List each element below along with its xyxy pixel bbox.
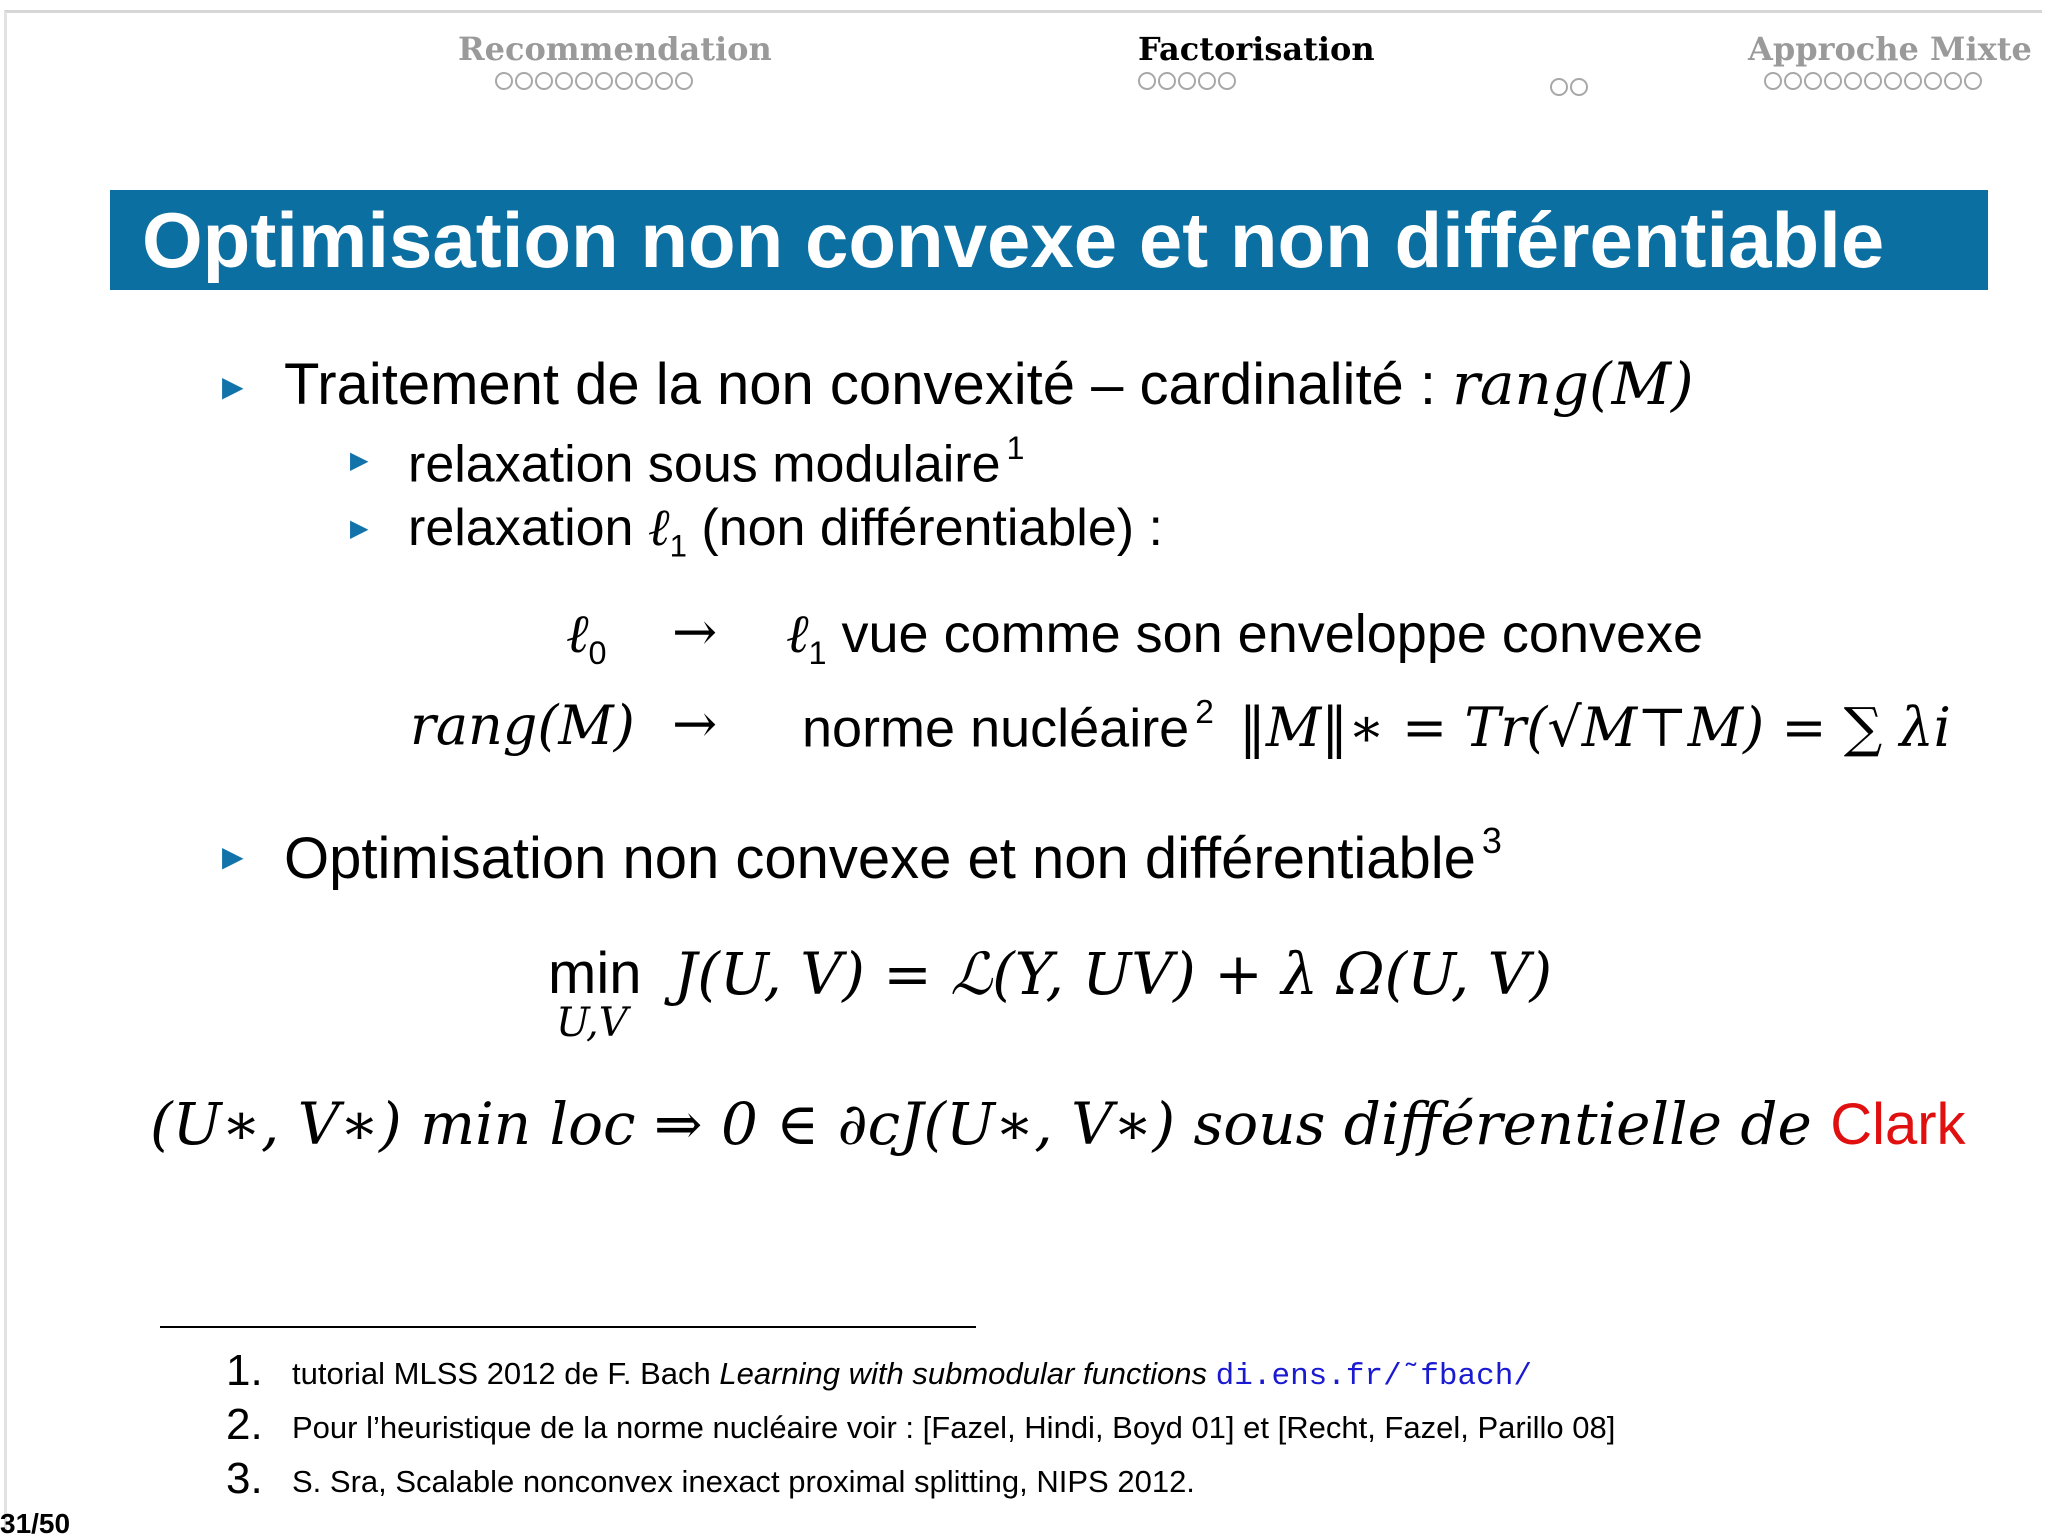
sub-bullet-triangle-icon: ▶ [350, 515, 369, 542]
equation-rang-lhs: rang(M) [410, 694, 635, 757]
footnote-2: Pour l’heuristique de la norme nucléaire voir : [Fazel, Hindi, Boyd 01] et [Recht, Fazel, Parillo 08] [292, 1410, 1616, 1445]
nav-dot[interactable] [1804, 72, 1822, 90]
nav-dot[interactable] [1924, 72, 1942, 90]
sub-bullet-text: relaxation sous modulaire [408, 435, 1001, 494]
ell-symbol: ℓ [566, 602, 589, 665]
nav-dot[interactable] [1178, 72, 1196, 90]
nav-dot[interactable] [1904, 72, 1922, 90]
nav-dot[interactable] [595, 72, 613, 90]
footnote-text: tutorial MLSS 2012 de F. Bach [292, 1356, 720, 1391]
nav-dot[interactable] [1884, 72, 1902, 90]
ell-subscript: 0 [588, 634, 607, 671]
nav-dot[interactable] [1844, 72, 1862, 90]
clark-line [150, 1090, 1966, 1158]
sub-bullet-relaxation-sous-modulaire [408, 430, 1024, 495]
footnote-1 [292, 1356, 1532, 1394]
nav-section-unnamed[interactable] [1546, 74, 1592, 96]
nav-dot[interactable] [635, 72, 653, 90]
objective-formula: J(U, V) = ℒ(Y, UV) + λ Ω(U, V) [674, 940, 1553, 1008]
nav-dot[interactable] [515, 72, 533, 90]
footnote-ref[interactable]: 1 [1006, 430, 1025, 466]
slide-title: Optimisation non convexe et non différentiable [142, 196, 1885, 284]
footnote-link[interactable]: di.ens.fr/˜fbach/ [1215, 1359, 1532, 1394]
nuclear-norm-formula: ‖M‖∗ = Tr(√M⊤M) = ∑ λi [1238, 696, 1951, 760]
bullet-traitement [284, 350, 1694, 418]
footnote-ref[interactable]: 2 [1195, 694, 1214, 731]
nav-dot[interactable] [675, 72, 693, 90]
nav-dot[interactable] [1138, 72, 1156, 90]
clark-formula: (U∗, V∗) min loc ⇒ 0 ∈ ∂cJ(U∗, V∗) sous différentielle de [150, 1090, 1831, 1158]
arrow-icon: → [672, 600, 718, 663]
nav-dot[interactable] [1158, 72, 1176, 90]
bullet-triangle-icon: ▶ [222, 371, 244, 402]
footnote-number: 1. [226, 1346, 263, 1395]
footnote-title: Learning with submodular functions [719, 1356, 1208, 1391]
ell-symbol: ℓ [647, 498, 670, 558]
footnote-divider [160, 1326, 976, 1328]
footnote-number: 2. [226, 1400, 263, 1449]
equation-l0-rhs [786, 602, 1703, 672]
nav-dot[interactable] [1964, 72, 1982, 90]
nav-dot[interactable] [615, 72, 633, 90]
nav-dot[interactable] [1944, 72, 1962, 90]
nav-dot[interactable] [495, 72, 513, 90]
bullet-optimisation [284, 820, 1502, 892]
nav-section-approche-mixte[interactable] [1748, 30, 2032, 90]
nav-label: Factorisation [1138, 30, 1375, 68]
ell-subscript: 1 [669, 528, 687, 564]
slide-title-bar [110, 190, 1988, 290]
nav-dot[interactable] [1864, 72, 1882, 90]
sub-bullet-triangle-icon: ▶ [350, 447, 369, 474]
nav-dot[interactable] [1764, 72, 1782, 90]
footnote-ref[interactable]: 3 [1481, 820, 1502, 861]
nav-dot[interactable] [535, 72, 553, 90]
equation-l0-lhs [566, 602, 607, 672]
arrow-icon: → [672, 692, 718, 755]
sub-bullet-text-end: (non différentiable) : [686, 499, 1163, 557]
nav-dot[interactable] [1218, 72, 1236, 90]
min-subscript: U,V [556, 1000, 628, 1046]
clark-highlight: Clark [1830, 1092, 1966, 1157]
page-number: 31/50 [0, 1508, 71, 1539]
footnote-3: S. Sra, Scalable nonconvex inexact proximal splitting, NIPS 2012. [292, 1464, 1195, 1499]
nav-section-factorisation[interactable] [1138, 30, 1375, 90]
nav-dot[interactable] [555, 72, 573, 90]
nav-dot[interactable] [1570, 78, 1588, 96]
nav-dots [1748, 72, 1998, 90]
equation-text: norme nucléaire [802, 698, 1190, 759]
min-operator: min [548, 941, 642, 1006]
equation-text: vue comme son enveloppe convexe [826, 604, 1704, 664]
ell-subscript: 1 [808, 634, 827, 671]
nav-dot[interactable] [1784, 72, 1802, 90]
nav-dot[interactable] [575, 72, 593, 90]
ell-symbol: ℓ [786, 602, 809, 665]
nav-label: Approche Mixte [1748, 30, 2032, 68]
nav-dot[interactable] [655, 72, 673, 90]
nav-dot[interactable] [1824, 72, 1842, 90]
nav-section-recommendation[interactable] [458, 30, 772, 90]
nav-dot[interactable] [1550, 78, 1568, 96]
bullet-text: Traitement de la non convexité – cardinalité : [284, 352, 1453, 417]
bullet-triangle-icon: ▶ [222, 841, 244, 872]
bullet-text: Optimisation non convexe et non différentiable [284, 826, 1476, 892]
nav-label: Recommendation [458, 30, 772, 68]
equation-rang-rhs [802, 694, 1951, 759]
footnote-number: 3. [226, 1454, 263, 1503]
nav-dots [458, 72, 730, 90]
nav-dot[interactable] [1198, 72, 1216, 90]
nav-dots [1138, 72, 1342, 90]
bullet-math: rang(M) [1452, 350, 1694, 418]
nav-dots [1546, 78, 1592, 96]
sub-bullet-relaxation-l1 [408, 498, 1163, 564]
sub-bullet-text: relaxation [408, 499, 648, 557]
